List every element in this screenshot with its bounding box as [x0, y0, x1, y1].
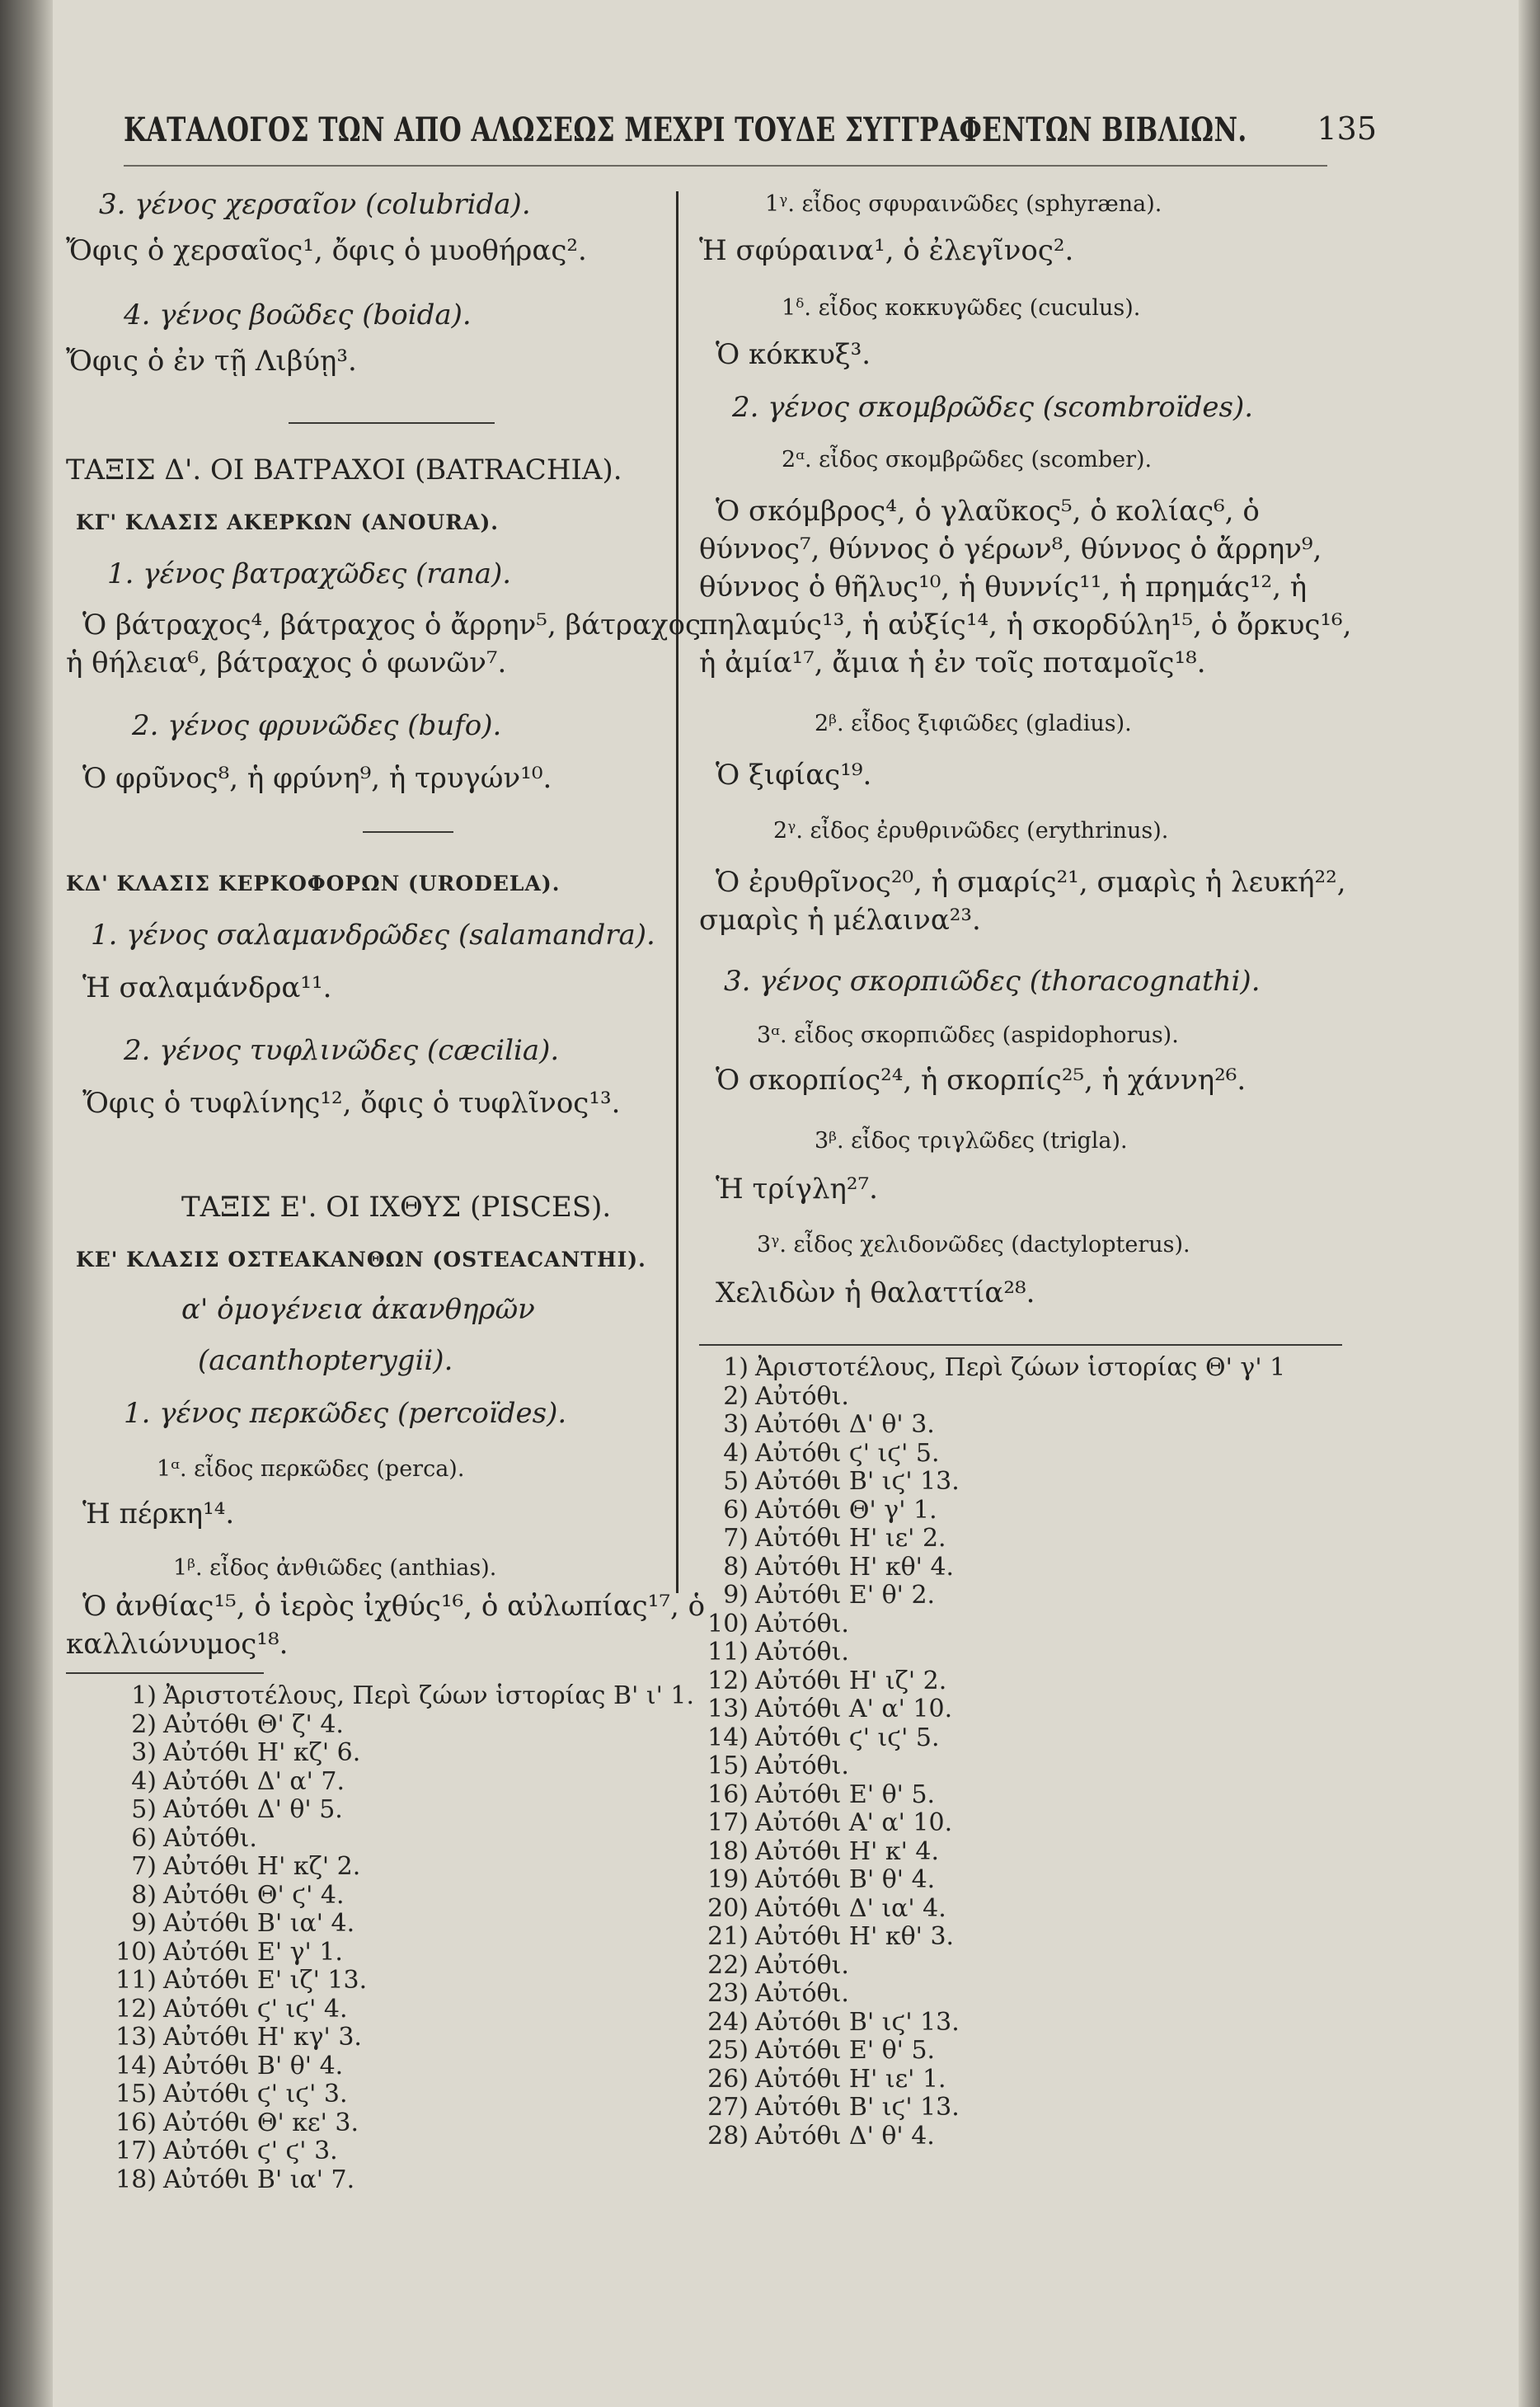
footnote-number: 18): [115, 2165, 157, 2194]
footnote-number: 22): [707, 1950, 749, 1980]
footnote: [699, 1952, 849, 1980]
footnote-text: Αὐτόθι Α' α' 10.: [755, 1695, 953, 1723]
right-column-line: Ὁ ξιφίας¹⁹.: [716, 759, 872, 792]
footnote-number: 9): [723, 1581, 749, 1610]
footnote-number: 11): [707, 1638, 749, 1667]
left-column-line: Ἡ πέρκη¹⁴.: [82, 1497, 235, 1530]
right-column-line: 3ᵞ. εἶδος χελιδονῶδες (dactylopterus).: [757, 1232, 1190, 1258]
footnote: [699, 1781, 935, 1809]
footnote-text: Ἀριστοτέλους, Περὶ ζώων ἱστορίας Β' ι' 1.: [163, 1681, 695, 1710]
footnote: [699, 1411, 935, 1439]
footnote-number: 14): [707, 1723, 749, 1752]
footnote-number: 3): [723, 1410, 749, 1439]
footnote-text: Αὐτόθι ϛ' ιϛ' 3.: [163, 2080, 348, 2108]
footnote-number: 1): [131, 1681, 157, 1710]
footnote-number: 23): [707, 1979, 749, 2008]
left-column-line: 1. γένος σαλαμανδρῶδες (salamandra).: [91, 919, 655, 952]
footnote-text: Αὐτόθι Β' θ' 4.: [163, 2051, 344, 2080]
footnote: [107, 1768, 345, 1796]
left-column-line: καλλιώνυμος¹⁸.: [66, 1628, 289, 1661]
footnote: [699, 1724, 939, 1752]
footnote: [107, 2024, 362, 2052]
footnote-number: 16): [115, 2108, 157, 2137]
right-column-line: 2ᵝ. εἶδος ξιφιῶδες (gladius).: [815, 711, 1132, 736]
right-column-line: Ἡ τρίγλη²⁷.: [716, 1173, 878, 1206]
footnote-text: Αὐτόθι Η' κθ' 3.: [755, 1922, 955, 1951]
right-column-line: θύννος⁷, θύννος ὁ γέρων⁸, θύννος ὁ ἄρρην⁹,: [699, 533, 1322, 566]
footnote-number: 6): [723, 1495, 749, 1525]
footnote-number: 2): [723, 1381, 749, 1411]
footnote-number: 12): [707, 1666, 749, 1695]
footnote-number: 3): [131, 1738, 157, 1767]
footnote-text: Αὐτόθι Θ' κε' 3.: [163, 2108, 359, 2137]
left-column-line: ΚΓ' ΚΛΑΣΙΣ ΑΚΕΡΚΩΝ (ANOURA).: [76, 510, 499, 534]
footnote-number: 20): [707, 1893, 749, 1923]
footnote: [107, 1853, 360, 1881]
footnote-number: 15): [707, 1751, 749, 1780]
footnote: [699, 2009, 960, 2037]
footnote-text: Αὐτόθι Ε' θ' 2.: [755, 1581, 936, 1610]
footnote-text: Αὐτόθι Θ' ϛ' 4.: [163, 1880, 345, 1910]
right-column-line: 3ᵅ. εἶδος σκορπιῶδες (aspidophorus).: [757, 1023, 1179, 1048]
footnote-text: Ἀριστοτέλους, Περὶ ζώων ἱστορίας Θ' γ' 1: [755, 1353, 1286, 1382]
footnote-number: 4): [131, 1766, 157, 1796]
left-column-line: 4. γένος βοῶδες (boida).: [124, 299, 472, 331]
right-column-line: 2ᵞ. εἶδος ἐρυθρινῶδες (erythrinus).: [773, 818, 1169, 844]
footnote-number: 10): [707, 1609, 749, 1638]
left-column-line: 1. γένος περκῶδες (percoïdes).: [124, 1397, 567, 1430]
footnote-text: Αὐτόθι Θ' γ' 1.: [755, 1495, 937, 1525]
footnote-text: Αὐτόθι Α' α' 10.: [755, 1808, 953, 1837]
right-column-line: 2. γένος σκομβρῶδες (scombroïdes).: [732, 391, 1254, 424]
footnote: [699, 1980, 849, 2008]
left-column-line: (acanthopterygii).: [198, 1344, 453, 1377]
footnote: [107, 1967, 367, 1995]
left-column-line: Ὁ ἀνθίας¹⁵, ὁ ἱερὸς ἰχθύς¹⁶, ὁ αὐλωπίας¹⁷, ὁ: [82, 1590, 706, 1623]
footnote: [107, 1739, 360, 1767]
footnote-text: Αὐτόθι Η' κ' 4.: [755, 1836, 940, 1866]
footnote-text: Αὐτόθι Β' θ' 4.: [755, 1865, 936, 1894]
right-column-line: 3ᵝ. εἶδος τριγλῶδες (trigla).: [815, 1128, 1128, 1154]
right-column-line: Χελιδὼν ἡ θαλαττία²⁸.: [716, 1276, 1035, 1309]
left-column-line: α' ὁμογένεια ἀκανθηρῶν: [181, 1293, 535, 1326]
footnote-text: Αὐτόθι Β' ια' 4.: [163, 1909, 355, 1938]
left-column-line: Ἡ σαλαμάνδρα¹¹.: [82, 971, 332, 1004]
footnote-text: Αὐτόθι Η' ιε' 1.: [755, 2064, 946, 2094]
footnote: [107, 2166, 354, 2194]
right-column-line: Ἡ σφύραινα¹, ὁ ἐλεγῖνος².: [699, 234, 1074, 267]
left-column-line: Ὄφις ὁ ἐν τῇ Λιβύῃ³.: [66, 345, 357, 378]
footnote-number: 24): [707, 2007, 749, 2037]
left-column-line: Ὁ φρῦνος⁸, ἡ φρύνη⁹, ἡ τρυγών¹⁰.: [82, 762, 552, 795]
footnote-text: Αὐτόθι Δ' θ' 4.: [755, 2121, 935, 2151]
footnote-text: Αὐτόθι Β' ιϛ' 13.: [755, 1467, 960, 1496]
footnote: [699, 1610, 849, 1638]
footnote-rule: [66, 1672, 264, 1674]
footnote: [699, 1895, 946, 1923]
footnote-number: 7): [131, 1852, 157, 1881]
footnote: [699, 1354, 1285, 1382]
footnote: [107, 1796, 343, 1824]
left-column-line: 1ᵅ. εἶδος περκῶδες (perca).: [157, 1456, 465, 1482]
footnote: [107, 2080, 347, 2108]
footnote-number: 18): [707, 1836, 749, 1866]
right-column-line: ἡ ἀμία¹⁷, ἄμια ἡ ἐν τοῖς ποταμοῖς¹⁸.: [699, 646, 1206, 679]
binding-edge-left: [0, 0, 53, 2407]
footnote: [699, 1866, 935, 1894]
footnote-text: Αὐτόθι Η' κζ' 2.: [163, 1852, 361, 1881]
left-column-line: 3. γένος χερσαῖον (colubrida).: [99, 188, 531, 221]
footnote: [107, 1882, 345, 1910]
footnote: [699, 1838, 939, 1866]
right-column-line: Ὁ κόκκυξ³.: [716, 338, 871, 371]
footnote: [699, 1667, 946, 1695]
footnote: [699, 2037, 935, 2065]
footnote-text: Αὐτόθι Ε' θ' 5.: [755, 2036, 936, 2065]
footnote-text: Αὐτόθι.: [755, 1381, 849, 1411]
footnote: [699, 1497, 937, 1525]
right-column-line: Ὁ ἐρυθρῖνος²⁰, ἡ σμαρίς²¹, σμαρὶς ἡ λευκή²²,: [716, 866, 1346, 899]
section-rule: [363, 831, 453, 833]
footnote-number: 17): [115, 2137, 157, 2165]
footnote-number: 9): [131, 1909, 157, 1938]
footnote-text: Αὐτόθι Δ' α' 7.: [163, 1766, 345, 1796]
running-header-title: ΚΑΤΑΛΟΓΟΣ ΤΩΝ ΑΠΟ ΑΛΩΣΕΩΣ ΜΕΧΡΙ ΤΟΥΔΕ ΣΥΓΓΡΑΦΕΝΤΩΝ ΒΙΒΛΙΩΝ.: [124, 110, 1247, 149]
footnote: [107, 1682, 694, 1710]
footnote: [699, 1525, 946, 1553]
right-column-line: 3. γένος σκορπιῶδες (thoracognathi).: [724, 965, 1261, 998]
footnote-text: Αὐτόθι Η' ιζ' 2.: [755, 1666, 947, 1695]
footnote: [107, 2109, 359, 2137]
footnote-number: 28): [707, 2121, 749, 2151]
footnote: [699, 1752, 849, 1780]
footnote-text: Αὐτόθι Η' ιε' 2.: [755, 1524, 946, 1553]
footnote: [699, 1440, 939, 1468]
footnote-text: Αὐτόθι.: [755, 1638, 849, 1667]
footnote: [699, 1923, 954, 1951]
footnote-text: Αὐτόθι Δ' θ' 3.: [755, 1410, 935, 1439]
footnote: [107, 2052, 343, 2080]
right-column-line: Ὁ σκόμβρος⁴, ὁ γλαῦκος⁵, ὁ κολίας⁶, ὁ: [716, 495, 1260, 528]
footnote: [107, 1939, 343, 1967]
footnote-text: Αὐτόθι ϛ' ιϛ' 5.: [755, 1723, 940, 1752]
footnote: [699, 1695, 952, 1723]
footnote: [699, 1809, 952, 1837]
footnote-number: 11): [115, 1966, 157, 1995]
footnote-text: Αὐτόθι Η' κζ' 6.: [163, 1738, 361, 1767]
footnote-number: 13): [707, 1695, 749, 1723]
footnote-text: Αὐτόθι Β' ιϛ' 13.: [755, 2093, 960, 2122]
right-column-line: θύννος ὁ θῆλυς¹⁰, ἡ θυννίς¹¹, ἡ πρημάς¹², ἡ: [699, 571, 1308, 604]
footnote-number: 2): [131, 1709, 157, 1739]
footnote-text: Αὐτόθι ϛ' ιϛ' 4.: [163, 1994, 348, 2024]
header-rule: [124, 165, 1327, 167]
footnote-number: 7): [723, 1524, 749, 1553]
right-column-line: σμαρὶς ἡ μέλαινα²³.: [699, 904, 981, 937]
footnote-number: 8): [131, 1880, 157, 1910]
footnote-text: Αὐτόθι Δ' ια' 4.: [755, 1893, 946, 1923]
right-column-line: 1ᵟ. εἶδος κοκκυγῶδες (cuculus).: [782, 295, 1141, 321]
footnote-number: 27): [707, 2093, 749, 2122]
footnote-number: 19): [707, 1865, 749, 1894]
page-number: 135: [1317, 110, 1377, 147]
footnote-number: 14): [115, 2051, 157, 2080]
right-column-line: 2ᵅ. εἶδος σκομβρῶδες (scomber).: [782, 447, 1153, 472]
footnote: [107, 1825, 257, 1853]
right-column-line: Ὁ σκορπίος²⁴, ἡ σκορπίς²⁵, ἡ χάννη²⁶.: [716, 1064, 1247, 1097]
footnote-text: Αὐτόθι.: [755, 1979, 849, 2008]
footnote-number: 25): [707, 2036, 749, 2065]
footnote-text: Αὐτόθι Ε' θ' 5.: [755, 1779, 936, 1809]
footnote: [699, 2094, 960, 2122]
footnote: [699, 1582, 935, 1610]
footnote: [699, 1468, 960, 1496]
footnote-number: 1): [723, 1353, 749, 1382]
footnote-number: 26): [707, 2064, 749, 2094]
left-column-line: 1. γένος βατραχῶδες (rana).: [107, 557, 512, 590]
footnote-rule: [699, 1344, 1342, 1346]
section-rule: [289, 422, 495, 424]
footnote-text: Αὐτόθι Δ' θ' 5.: [163, 1795, 343, 1824]
left-column-line: 2. γένος φρυνῶδες (bufo).: [132, 709, 502, 742]
footnote-number: 4): [723, 1438, 749, 1468]
left-column-line: Ὄφις ὁ τυφλίνης¹², ὄφις ὁ τυφλῖνος¹³.: [82, 1087, 621, 1120]
left-column-line: 2. γένος τυφλινῶδες (cæcilia).: [124, 1034, 560, 1067]
running-header: [124, 110, 1377, 160]
footnote-text: Αὐτόθι Β' ιϛ' 13.: [755, 2007, 960, 2037]
footnote-text: Αὐτόθι Ε' γ' 1.: [163, 1937, 343, 1967]
footnote-number: 10): [115, 1937, 157, 1967]
footnote: [699, 1383, 849, 1411]
footnote-text: Αὐτόθι.: [755, 1950, 849, 1980]
left-column-line: ΚΔ' ΚΛΑΣΙΣ ΚΕΡΚΟΦΟΡΩΝ (URODELA).: [66, 872, 561, 896]
footnote-number: 8): [723, 1552, 749, 1582]
footnote-text: Αὐτόθι Η' κθ' 4.: [755, 1552, 955, 1582]
footnote-number: 5): [131, 1795, 157, 1824]
footnote: [699, 2066, 946, 2094]
footnote: [107, 1996, 347, 2024]
footnote-number: 6): [131, 1823, 157, 1853]
page-edge-right: [1519, 0, 1540, 2407]
footnote-text: Αὐτόθι Β' ια' 7.: [163, 2165, 355, 2194]
left-column-line: ΤΑΞΙΣ Δ'. ΟΙ ΒΑΤΡΑΧΟΙ (BATRACHIA).: [66, 454, 622, 487]
footnote-number: 21): [707, 1922, 749, 1951]
left-column-line: Ὄφις ὁ χερσαῖος¹, ὄφις ὁ μυοθήρας².: [66, 234, 587, 267]
footnote-text: Αὐτόθι Θ' ζ' 4.: [163, 1709, 344, 1739]
right-column-line: πηλαμύς¹³, ἡ αὐξίς¹⁴, ἡ σκορδύλη¹⁵, ὁ ὄρκυς¹⁶,: [699, 609, 1352, 642]
left-column-line: ΚΕ' ΚΛΑΣΙΣ ΟΣΤΕΑΚΑΝΘΩΝ (OSTEACANTHI).: [76, 1248, 646, 1272]
footnote-number: 12): [115, 1994, 157, 2024]
footnote-number: 15): [115, 2080, 157, 2108]
footnote: [699, 1554, 954, 1582]
footnote-text: Αὐτόθι Η' κγ' 3.: [163, 2023, 362, 2052]
footnote: [699, 2123, 935, 2151]
footnote-text: Αὐτόθι Ε' ιζ' 13.: [163, 1966, 368, 1995]
right-column-line: 1ᵞ. εἶδος σφυραινῶδες (sphyræna).: [765, 191, 1162, 217]
footnote: [107, 2137, 338, 2165]
footnote-text: Αὐτόθι.: [755, 1609, 849, 1638]
footnote-number: 16): [707, 1779, 749, 1809]
footnote-text: Αὐτόθι.: [163, 1823, 257, 1853]
left-column-line: ΤΑΞΙΣ Ε'. ΟΙ ΙΧΘΥΣ (PISCES).: [181, 1191, 612, 1224]
column-divider: [676, 191, 678, 1593]
footnote: [107, 1711, 344, 1739]
footnote-text: Αὐτόθι ϛ' ιϛ' 5.: [755, 1438, 940, 1468]
footnote-text: Αὐτόθι ϛ' ϛ' 3.: [163, 2137, 338, 2165]
footnote-number: 5): [723, 1467, 749, 1496]
footnote-text: Αὐτόθι.: [755, 1751, 849, 1780]
footnote: [699, 1638, 849, 1667]
left-column-line: Ὁ βάτραχος⁴, βάτραχος ὁ ἄρρην⁵, βάτραχος: [82, 609, 702, 642]
footnote-number: 17): [707, 1808, 749, 1837]
footnote-number: 13): [115, 2023, 157, 2052]
left-column-line: 1ᵝ. εἶδος ἀνθιῶδες (anthias).: [173, 1555, 497, 1581]
left-column-line: ἡ θήλεια⁶, βάτραχος ὁ φωνῶν⁷.: [66, 646, 507, 679]
footnote: [107, 1910, 354, 1938]
